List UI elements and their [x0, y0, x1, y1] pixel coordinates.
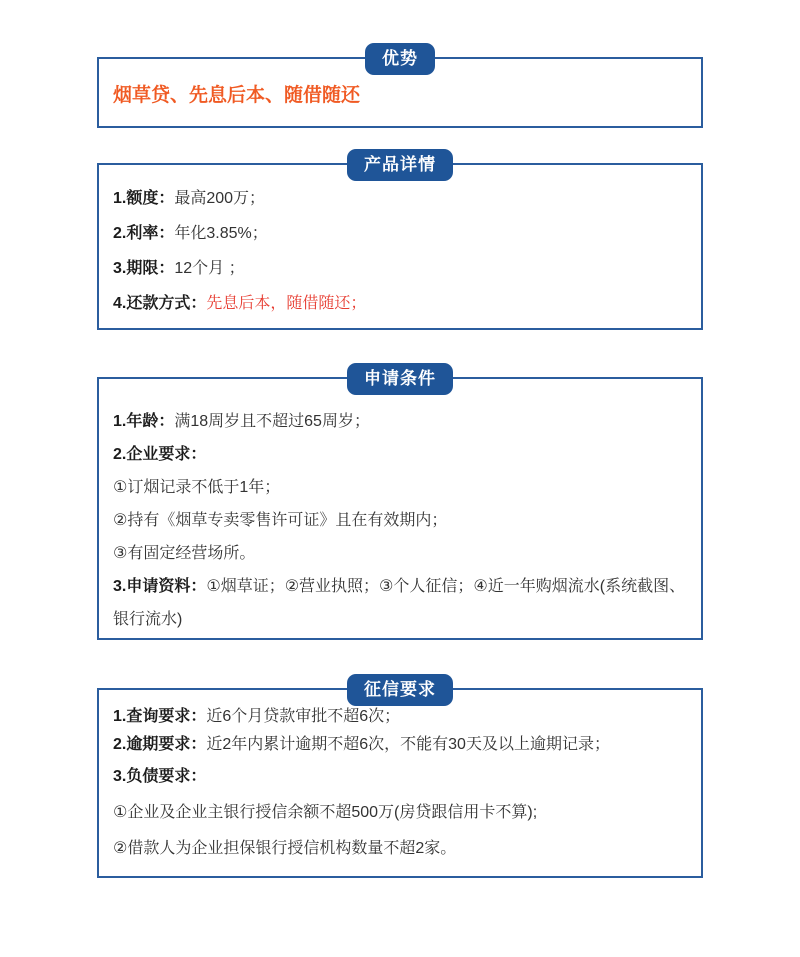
credit-line-guarantee-value: ②借款人为企业担保银行授信机构数量不超2家。: [113, 840, 457, 857]
credit-line-credit-balance: [113, 795, 687, 831]
product-line-repayment: [113, 286, 687, 321]
product-line-rate-value: 年化3.85%；: [174, 225, 268, 242]
section-credit-requirements-ribbon: [347, 674, 453, 706]
condition-line-license-value: ②持有《烟草专卖零售许可证》且在有效期内；: [113, 512, 448, 529]
condition-line-premises-value: ③有固定经营场所。: [113, 545, 256, 562]
credit-line-overdue-value: 近2年内累计逾期不超6次，不能有30天及以上逾期记录；: [206, 736, 610, 753]
advantages-headline: 烟草贷、先息后本、随借随还: [113, 85, 361, 106]
section-advantages-title: 优势: [382, 49, 418, 68]
condition-line-license: [113, 504, 687, 537]
condition-line-enterprise: [113, 438, 687, 471]
condition-line-materials-value: ①烟草证；②营业执照；③个人征信；④近一年购烟流水(系统截图、银行流水): [113, 578, 686, 628]
credit-line-guarantee: [113, 831, 687, 867]
section-credit-requirements: [97, 680, 703, 878]
section-credit-requirements-title: 征信要求: [364, 680, 436, 699]
credit-line-debt-label: 3.负债要求：: [113, 768, 207, 785]
product-line-limit: [113, 181, 687, 216]
condition-line-order-record: [113, 471, 687, 504]
section-product-details-title: 产品详情: [364, 155, 436, 174]
condition-line-premises: [113, 537, 687, 570]
section-application-conditions-title: 申请条件: [364, 369, 436, 388]
product-line-term-label: 3.期限：: [113, 260, 175, 277]
condition-line-age-value: 满18周岁且不超过65周岁；: [174, 413, 370, 430]
product-line-rate-label: 2.利率：: [113, 225, 175, 242]
section-application-conditions-body: [99, 379, 701, 636]
product-line-repayment-label: 4.还款方式：: [113, 295, 207, 312]
credit-line-credit-balance-value: ①企业及企业主银行授信余额不超500万(房贷跟信用卡不算);: [113, 804, 538, 821]
section-product-details: [97, 155, 703, 330]
condition-line-age-label: 1.年龄：: [113, 413, 175, 430]
condition-line-materials-label: 3.申请资料：: [113, 578, 207, 595]
credit-line-inquiry-value: 近6个月贷款审批不超6次；: [206, 708, 401, 725]
product-line-rate: [113, 216, 687, 251]
product-line-term: [113, 251, 687, 286]
condition-line-enterprise-label: 2.企业要求：: [113, 446, 207, 463]
section-product-details-ribbon: [347, 149, 453, 181]
product-line-term-value: 12个月 ；: [174, 260, 245, 277]
section-application-conditions: [97, 369, 703, 640]
section-advantages-ribbon: [365, 43, 435, 75]
credit-line-overdue: [113, 731, 687, 759]
condition-line-order-record-value: ①订烟记录不低于1年；: [113, 479, 281, 496]
product-line-limit-value: 最高200万；: [174, 190, 266, 207]
credit-line-inquiry-label: 1.查询要求：: [113, 708, 207, 725]
product-line-limit-label: 1.额度：: [113, 190, 175, 207]
section-advantages: [97, 49, 703, 128]
condition-line-age: [113, 405, 687, 438]
credit-line-debt: [113, 759, 687, 795]
section-credit-requirements-body: [99, 690, 701, 867]
section-application-conditions-ribbon: [347, 363, 453, 395]
section-product-details-body: [99, 165, 701, 321]
content-column: [97, 49, 703, 878]
product-line-repayment-value: 先息后本，随借随还；: [206, 295, 367, 312]
condition-line-materials: [113, 570, 687, 636]
credit-line-overdue-label: 2.逾期要求：: [113, 736, 207, 753]
credit-line-inquiry: [113, 703, 687, 731]
